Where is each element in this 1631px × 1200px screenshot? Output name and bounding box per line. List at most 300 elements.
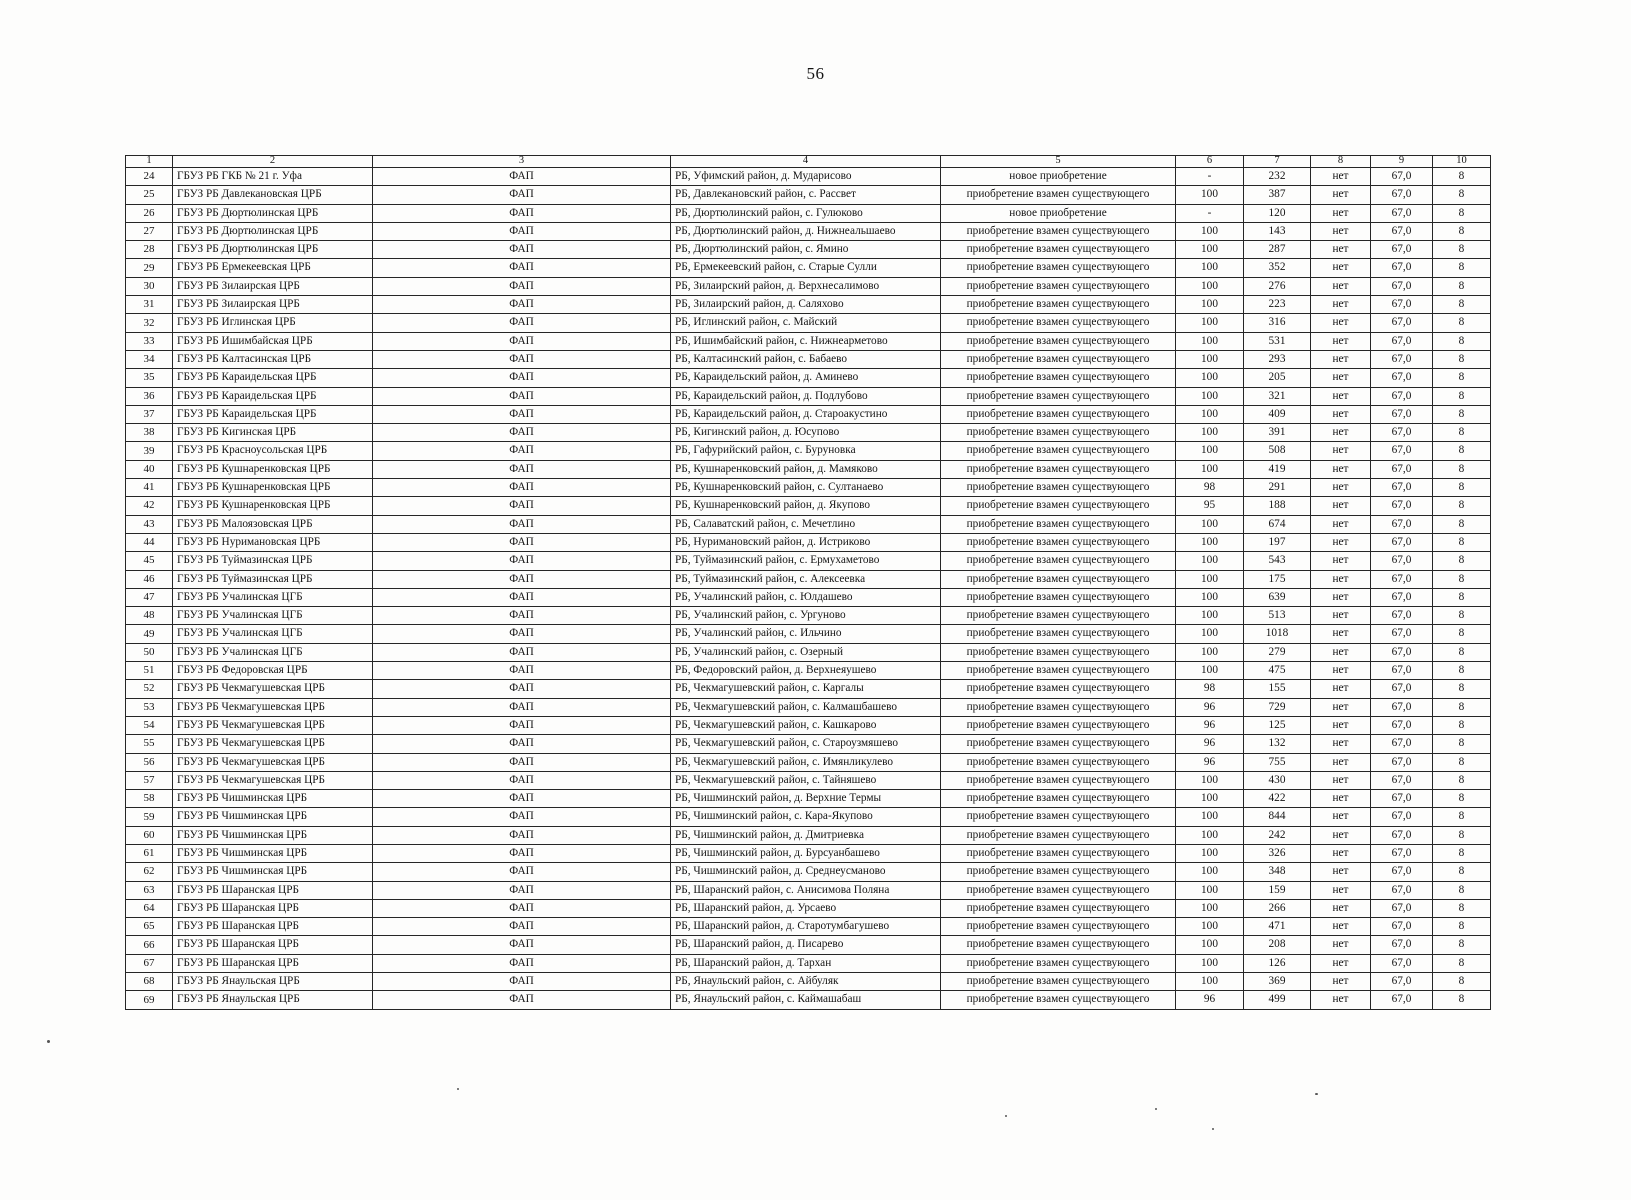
col-6-cell: 100 [1176, 350, 1244, 368]
acquisition-type-cell: приобретение взамен существующего [941, 479, 1176, 497]
facility-type-cell: ФАП [373, 662, 671, 680]
institution-cell: ГБУЗ РБ Ишимбайская ЦРБ [173, 332, 373, 350]
col-6-cell: 100 [1176, 826, 1244, 844]
col-8-cell: нет [1311, 973, 1371, 991]
acquisition-type-cell: приобретение взамен существующего [941, 515, 1176, 533]
col-10-cell: 8 [1433, 552, 1491, 570]
col-9-cell: 67,0 [1371, 168, 1433, 186]
address-cell: РБ, Учалинский район, с. Ильчино [671, 625, 941, 643]
col-10-cell: 8 [1433, 424, 1491, 442]
col-6-cell: 100 [1176, 662, 1244, 680]
col-6-cell: 100 [1176, 424, 1244, 442]
col-7-cell: 276 [1244, 277, 1311, 295]
col-10-cell: 8 [1433, 607, 1491, 625]
facility-type-cell: ФАП [373, 973, 671, 991]
institution-cell: ГБУЗ РБ Федоровская ЦРБ [173, 662, 373, 680]
col-6-cell: - [1176, 168, 1244, 186]
acquisition-type-cell: приобретение взамен существующего [941, 991, 1176, 1009]
col-7-cell: 293 [1244, 350, 1311, 368]
row-number-cell: 24 [126, 168, 173, 186]
acquisition-type-cell: приобретение взамен существующего [941, 844, 1176, 862]
row-number-cell: 59 [126, 808, 173, 826]
col-8-cell: нет [1311, 881, 1371, 899]
col-7-cell: 422 [1244, 790, 1311, 808]
facility-type-cell: ФАП [373, 259, 671, 277]
col-10-cell: 8 [1433, 186, 1491, 204]
acquisition-type-cell: приобретение взамен существующего [941, 808, 1176, 826]
col-10-cell: 8 [1433, 241, 1491, 259]
address-cell: РБ, Чишминский район, д. Среднеусманово [671, 863, 941, 881]
row-number-cell: 31 [126, 296, 173, 314]
acquisition-type-cell: приобретение взамен существующего [941, 533, 1176, 551]
col-6-cell: 96 [1176, 698, 1244, 716]
facility-type-cell: ФАП [373, 424, 671, 442]
facility-type-cell: ФАП [373, 497, 671, 515]
acquisition-type-cell: приобретение взамен существующего [941, 735, 1176, 753]
col-7-cell: 513 [1244, 607, 1311, 625]
col-7-cell: 409 [1244, 405, 1311, 423]
facility-type-cell: ФАП [373, 314, 671, 332]
col-10-cell: 8 [1433, 533, 1491, 551]
col-6-cell: 100 [1176, 790, 1244, 808]
address-cell: РБ, Ермекеевский район, с. Старые Сулли [671, 259, 941, 277]
col-9-cell: 67,0 [1371, 405, 1433, 423]
col-9-cell: 67,0 [1371, 369, 1433, 387]
row-number-cell: 45 [126, 552, 173, 570]
table-row [126, 460, 1491, 478]
col-6-cell: 100 [1176, 533, 1244, 551]
row-number-cell: 38 [126, 424, 173, 442]
table-row [126, 222, 1491, 240]
col-7-cell: 155 [1244, 680, 1311, 698]
row-number-cell: 40 [126, 460, 173, 478]
col-10-cell: 8 [1433, 259, 1491, 277]
col-6-cell: 96 [1176, 735, 1244, 753]
facility-type-cell: ФАП [373, 680, 671, 698]
table-row [126, 350, 1491, 368]
institution-cell: ГБУЗ РБ Караидельская ЦРБ [173, 369, 373, 387]
facility-type-cell: ФАП [373, 753, 671, 771]
address-cell: РБ, Шаранский район, д. Урсаево [671, 899, 941, 917]
col-6-cell: 100 [1176, 771, 1244, 789]
col-10-cell: 8 [1433, 332, 1491, 350]
facility-type-cell: ФАП [373, 570, 671, 588]
col-7-cell: 387 [1244, 186, 1311, 204]
institution-cell: ГБУЗ РБ Зилаирская ЦРБ [173, 296, 373, 314]
row-number-cell: 44 [126, 533, 173, 551]
col-9-cell: 67,0 [1371, 588, 1433, 606]
address-cell: РБ, Дюртюлинский район, с. Гулюково [671, 204, 941, 222]
col-10-cell: 8 [1433, 497, 1491, 515]
table-row [126, 771, 1491, 789]
table-row [126, 808, 1491, 826]
address-cell: РБ, Караидельский район, д. Аминево [671, 369, 941, 387]
col-9-cell: 67,0 [1371, 826, 1433, 844]
col-7-cell: 120 [1244, 204, 1311, 222]
row-number-cell: 66 [126, 936, 173, 954]
col-8-cell: нет [1311, 643, 1371, 661]
row-number-cell: 56 [126, 753, 173, 771]
col-9-cell: 67,0 [1371, 570, 1433, 588]
col-9-cell: 67,0 [1371, 332, 1433, 350]
table-row [126, 497, 1491, 515]
col-6-cell: 100 [1176, 515, 1244, 533]
institution-cell: ГБУЗ РБ Караидельская ЦРБ [173, 405, 373, 423]
col-8-cell: нет [1311, 387, 1371, 405]
col-7-cell: 291 [1244, 479, 1311, 497]
col-8-cell: нет [1311, 918, 1371, 936]
row-number-cell: 36 [126, 387, 173, 405]
address-cell: РБ, Шаранский район, с. Анисимова Поляна [671, 881, 941, 899]
col-8-cell: нет [1311, 753, 1371, 771]
column-header-5: 5 [941, 156, 1176, 168]
col-10-cell: 8 [1433, 204, 1491, 222]
institution-cell: ГБУЗ РБ Шаранская ЦРБ [173, 936, 373, 954]
col-8-cell: нет [1311, 735, 1371, 753]
institution-cell: ГБУЗ РБ Чишминская ЦРБ [173, 826, 373, 844]
acquisition-type-cell: приобретение взамен существующего [941, 863, 1176, 881]
col-9-cell: 67,0 [1371, 936, 1433, 954]
address-cell: РБ, Зилаирский район, д. Саляхово [671, 296, 941, 314]
address-cell: РБ, Салаватский район, с. Мечетлино [671, 515, 941, 533]
facility-type-cell: ФАП [373, 643, 671, 661]
facility-type-cell: ФАП [373, 899, 671, 917]
table-row [126, 424, 1491, 442]
col-10-cell: 8 [1433, 314, 1491, 332]
col-10-cell: 8 [1433, 881, 1491, 899]
acquisition-type-cell: новое приобретение [941, 204, 1176, 222]
acquisition-type-cell: приобретение взамен существующего [941, 790, 1176, 808]
row-number-cell: 35 [126, 369, 173, 387]
col-8-cell: нет [1311, 222, 1371, 240]
col-10-cell: 8 [1433, 698, 1491, 716]
acquisition-type-cell: приобретение взамен существующего [941, 680, 1176, 698]
col-7-cell: 475 [1244, 662, 1311, 680]
institution-cell: ГБУЗ РБ Чекмагушевская ЦРБ [173, 735, 373, 753]
col-8-cell: нет [1311, 168, 1371, 186]
address-cell: РБ, Кушнаренковский район, д. Якупово [671, 497, 941, 515]
col-6-cell: 96 [1176, 753, 1244, 771]
col-10-cell: 8 [1433, 350, 1491, 368]
facility-type-cell: ФАП [373, 826, 671, 844]
acquisition-type-cell: приобретение взамен существующего [941, 405, 1176, 423]
col-6-cell: 100 [1176, 918, 1244, 936]
col-9-cell: 67,0 [1371, 479, 1433, 497]
col-9-cell: 67,0 [1371, 533, 1433, 551]
col-6-cell: 100 [1176, 259, 1244, 277]
facility-type-cell: ФАП [373, 405, 671, 423]
table-row [126, 936, 1491, 954]
col-6-cell: 100 [1176, 552, 1244, 570]
row-number-cell: 49 [126, 625, 173, 643]
col-9-cell: 67,0 [1371, 387, 1433, 405]
row-number-cell: 43 [126, 515, 173, 533]
address-cell: РБ, Шаранский район, д. Тархан [671, 954, 941, 972]
institution-cell: ГБУЗ РБ Чишминская ЦРБ [173, 863, 373, 881]
acquisition-type-cell: приобретение взамен существующего [941, 698, 1176, 716]
col-8-cell: нет [1311, 588, 1371, 606]
col-6-cell: 100 [1176, 625, 1244, 643]
table-row [126, 735, 1491, 753]
col-9-cell: 67,0 [1371, 277, 1433, 295]
col-9-cell: 67,0 [1371, 222, 1433, 240]
col-8-cell: нет [1311, 332, 1371, 350]
col-6-cell: 100 [1176, 954, 1244, 972]
institution-cell: ГБУЗ РБ Зилаирская ЦРБ [173, 277, 373, 295]
institution-cell: ГБУЗ РБ Чекмагушевская ЦРБ [173, 753, 373, 771]
col-9-cell: 67,0 [1371, 899, 1433, 917]
table-row [126, 241, 1491, 259]
col-10-cell: 8 [1433, 277, 1491, 295]
column-header-4: 4 [671, 156, 941, 168]
col-8-cell: нет [1311, 241, 1371, 259]
col-9-cell: 67,0 [1371, 314, 1433, 332]
col-9-cell: 67,0 [1371, 808, 1433, 826]
row-number-cell: 46 [126, 570, 173, 588]
col-8-cell: нет [1311, 716, 1371, 734]
address-cell: РБ, Учалинский район, с. Озерный [671, 643, 941, 661]
address-cell: РБ, Учалинский район, с. Ургуново [671, 607, 941, 625]
col-9-cell: 67,0 [1371, 753, 1433, 771]
col-8-cell: нет [1311, 954, 1371, 972]
col-7-cell: 316 [1244, 314, 1311, 332]
institution-cell: ГБУЗ РБ Учалинская ЦГБ [173, 625, 373, 643]
table-row [126, 790, 1491, 808]
institution-cell: ГБУЗ РБ Дюртюлинская ЦРБ [173, 241, 373, 259]
col-9-cell: 67,0 [1371, 954, 1433, 972]
col-9-cell: 67,0 [1371, 552, 1433, 570]
col-6-cell: 98 [1176, 680, 1244, 698]
acquisition-type-cell: приобретение взамен существующего [941, 973, 1176, 991]
address-cell: РБ, Зилаирский район, д. Верхнесалимово [671, 277, 941, 295]
address-cell: РБ, Шаранский район, д. Писарево [671, 936, 941, 954]
address-cell: РБ, Кигинский район, д. Юсупово [671, 424, 941, 442]
col-8-cell: нет [1311, 296, 1371, 314]
row-number-cell: 37 [126, 405, 173, 423]
institution-cell: ГБУЗ РБ ГКБ № 21 г. Уфа [173, 168, 373, 186]
acquisition-type-cell: приобретение взамен существующего [941, 753, 1176, 771]
col-6-cell: 100 [1176, 863, 1244, 881]
col-7-cell: 205 [1244, 369, 1311, 387]
col-6-cell: - [1176, 204, 1244, 222]
col-9-cell: 67,0 [1371, 735, 1433, 753]
col-10-cell: 8 [1433, 826, 1491, 844]
col-7-cell: 197 [1244, 533, 1311, 551]
facility-type-cell: ФАП [373, 881, 671, 899]
row-number-cell: 41 [126, 479, 173, 497]
table-row [126, 259, 1491, 277]
acquisition-type-cell: приобретение взамен существующего [941, 918, 1176, 936]
col-7-cell: 232 [1244, 168, 1311, 186]
col-8-cell: нет [1311, 259, 1371, 277]
acquisition-type-cell: новое приобретение [941, 168, 1176, 186]
row-number-cell: 34 [126, 350, 173, 368]
facility-type-cell: ФАП [373, 863, 671, 881]
col-10-cell: 8 [1433, 369, 1491, 387]
col-9-cell: 67,0 [1371, 662, 1433, 680]
column-header-7: 7 [1244, 156, 1311, 168]
facility-type-cell: ФАП [373, 625, 671, 643]
col-9-cell: 67,0 [1371, 259, 1433, 277]
table-row [126, 570, 1491, 588]
col-9-cell: 67,0 [1371, 186, 1433, 204]
col-9-cell: 67,0 [1371, 442, 1433, 460]
address-cell: РБ, Чекмагушевский район, с. Староузмяшево [671, 735, 941, 753]
row-number-cell: 65 [126, 918, 173, 936]
acquisition-type-cell: приобретение взамен существующего [941, 314, 1176, 332]
institution-cell: ГБУЗ РБ Туймазинская ЦРБ [173, 570, 373, 588]
col-9-cell: 67,0 [1371, 771, 1433, 789]
col-10-cell: 8 [1433, 991, 1491, 1009]
facility-type-cell: ФАП [373, 186, 671, 204]
col-10-cell: 8 [1433, 222, 1491, 240]
col-8-cell: нет [1311, 314, 1371, 332]
acquisition-type-cell: приобретение взамен существующего [941, 387, 1176, 405]
col-7-cell: 223 [1244, 296, 1311, 314]
address-cell: РБ, Чишминский район, с. Кара-Якупово [671, 808, 941, 826]
scan-speck [1005, 1115, 1007, 1117]
acquisition-type-cell: приобретение взамен существующего [941, 625, 1176, 643]
col-8-cell: нет [1311, 405, 1371, 423]
col-6-cell: 96 [1176, 716, 1244, 734]
institution-cell: ГБУЗ РБ Кигинская ЦРБ [173, 424, 373, 442]
institution-cell: ГБУЗ РБ Кушнаренковская ЦРБ [173, 460, 373, 478]
facility-type-cell: ФАП [373, 387, 671, 405]
col-10-cell: 8 [1433, 387, 1491, 405]
facility-type-cell: ФАП [373, 936, 671, 954]
table-row [126, 168, 1491, 186]
table-row [126, 332, 1491, 350]
col-6-cell: 100 [1176, 442, 1244, 460]
address-cell: РБ, Давлекановский район, с. Рассвет [671, 186, 941, 204]
table-row [126, 479, 1491, 497]
col-10-cell: 8 [1433, 808, 1491, 826]
col-7-cell: 326 [1244, 844, 1311, 862]
row-number-cell: 27 [126, 222, 173, 240]
address-cell: РБ, Чекмагушевский район, с. Кашкарово [671, 716, 941, 734]
address-cell: РБ, Гафурийский район, с. Буруновка [671, 442, 941, 460]
facility-type-cell: ФАП [373, 515, 671, 533]
acquisition-type-cell: приобретение взамен существующего [941, 607, 1176, 625]
institution-cell: ГБУЗ РБ Красноусольская ЦРБ [173, 442, 373, 460]
col-10-cell: 8 [1433, 936, 1491, 954]
institution-cell: ГБУЗ РБ Учалинская ЦГБ [173, 643, 373, 661]
row-number-cell: 47 [126, 588, 173, 606]
address-cell: РБ, Чекмагушевский район, с. Каргалы [671, 680, 941, 698]
col-7-cell: 266 [1244, 899, 1311, 917]
table-row [126, 607, 1491, 625]
col-6-cell: 100 [1176, 570, 1244, 588]
address-cell: РБ, Чекмагушевский район, с. Тайняшево [671, 771, 941, 789]
col-10-cell: 8 [1433, 863, 1491, 881]
acquisition-type-cell: приобретение взамен существующего [941, 460, 1176, 478]
col-10-cell: 8 [1433, 716, 1491, 734]
facility-type-cell: ФАП [373, 808, 671, 826]
col-8-cell: нет [1311, 460, 1371, 478]
address-cell: РБ, Чекмагушевский район, с. Калмашбашево [671, 698, 941, 716]
table-row [126, 899, 1491, 917]
col-6-cell: 100 [1176, 844, 1244, 862]
col-10-cell: 8 [1433, 918, 1491, 936]
col-6-cell: 100 [1176, 808, 1244, 826]
facility-type-cell: ФАП [373, 222, 671, 240]
table-row [126, 863, 1491, 881]
address-cell: РБ, Дюртюлинский район, с. Ямино [671, 241, 941, 259]
col-10-cell: 8 [1433, 954, 1491, 972]
institution-cell: ГБУЗ РБ Малоязовская ЦРБ [173, 515, 373, 533]
col-8-cell: нет [1311, 808, 1371, 826]
col-7-cell: 279 [1244, 643, 1311, 661]
col-7-cell: 188 [1244, 497, 1311, 515]
col-8-cell: нет [1311, 277, 1371, 295]
acquisition-type-cell: приобретение взамен существующего [941, 424, 1176, 442]
col-9-cell: 67,0 [1371, 991, 1433, 1009]
address-cell: РБ, Иглинский район, с. Майский [671, 314, 941, 332]
col-9-cell: 67,0 [1371, 424, 1433, 442]
col-8-cell: нет [1311, 424, 1371, 442]
acquisition-type-cell: приобретение взамен существующего [941, 241, 1176, 259]
acquisition-type-cell: приобретение взамен существующего [941, 186, 1176, 204]
table-row [126, 296, 1491, 314]
col-10-cell: 8 [1433, 296, 1491, 314]
col-6-cell: 100 [1176, 296, 1244, 314]
col-6-cell: 100 [1176, 277, 1244, 295]
col-8-cell: нет [1311, 552, 1371, 570]
col-10-cell: 8 [1433, 442, 1491, 460]
col-8-cell: нет [1311, 479, 1371, 497]
institution-cell: ГБУЗ РБ Учалинская ЦГБ [173, 588, 373, 606]
col-9-cell: 67,0 [1371, 625, 1433, 643]
col-10-cell: 8 [1433, 515, 1491, 533]
address-cell: РБ, Туймазинский район, с. Алексеевка [671, 570, 941, 588]
col-10-cell: 8 [1433, 570, 1491, 588]
facility-type-cell: ФАП [373, 460, 671, 478]
col-8-cell: нет [1311, 607, 1371, 625]
col-8-cell: нет [1311, 771, 1371, 789]
institution-cell: ГБУЗ РБ Янаульская ЦРБ [173, 991, 373, 1009]
col-7-cell: 391 [1244, 424, 1311, 442]
col-6-cell: 100 [1176, 881, 1244, 899]
col-10-cell: 8 [1433, 771, 1491, 789]
col-8-cell: нет [1311, 844, 1371, 862]
institution-cell: ГБУЗ РБ Учалинская ЦГБ [173, 607, 373, 625]
col-7-cell: 159 [1244, 881, 1311, 899]
table-row [126, 991, 1491, 1009]
row-number-cell: 25 [126, 186, 173, 204]
col-7-cell: 369 [1244, 973, 1311, 991]
institution-cell: ГБУЗ РБ Чишминская ЦРБ [173, 790, 373, 808]
table-row [126, 277, 1491, 295]
column-header-2: 2 [173, 156, 373, 168]
row-number-cell: 29 [126, 259, 173, 277]
col-6-cell: 95 [1176, 497, 1244, 515]
column-header-6: 6 [1176, 156, 1244, 168]
col-6-cell: 100 [1176, 460, 1244, 478]
address-cell: РБ, Кушнаренковский район, д. Мамяково [671, 460, 941, 478]
col-7-cell: 132 [1244, 735, 1311, 753]
institution-cell: ГБУЗ РБ Шаранская ЦРБ [173, 918, 373, 936]
scan-speck [457, 1088, 459, 1090]
facility-type-cell: ФАП [373, 442, 671, 460]
table-row [126, 369, 1491, 387]
col-6-cell: 100 [1176, 332, 1244, 350]
acquisition-type-cell: приобретение взамен существующего [941, 716, 1176, 734]
col-6-cell: 100 [1176, 241, 1244, 259]
facility-type-cell: ФАП [373, 332, 671, 350]
col-10-cell: 8 [1433, 479, 1491, 497]
facility-type-cell: ФАП [373, 204, 671, 222]
address-cell: РБ, Кушнаренковский район, с. Султанаево [671, 479, 941, 497]
